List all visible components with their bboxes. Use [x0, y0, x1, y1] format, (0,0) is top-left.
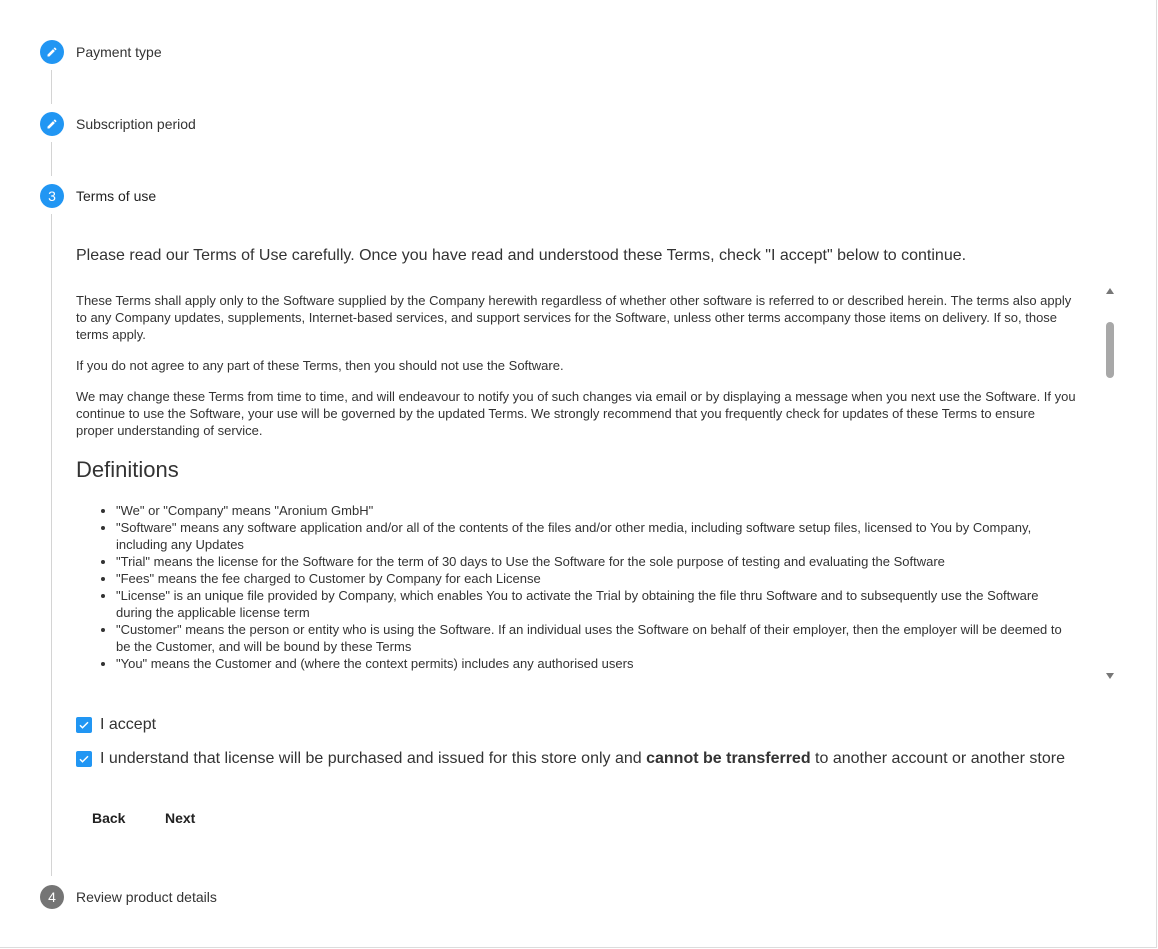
step-label: Terms of use	[76, 188, 157, 204]
step-label: Payment type	[76, 44, 162, 60]
checkmark-icon	[78, 719, 90, 731]
definitions-heading: Definitions	[76, 457, 179, 482]
list-item: • "Customer" means the person or entity who is using the Software. If an individual uses the Software on behalf of their employer, then the employer will be deemed to be the Customer, and will be bound by these Terms	[116, 621, 1076, 655]
terms-content	[76, 292, 1076, 672]
terms-scroll-area[interactable]	[76, 284, 1116, 682]
step-review-product-details	[40, 885, 217, 909]
terms-intro: Please read our Terms of Use carefully. Once you have read and understood these Terms, check "I accept" below to continue.	[76, 247, 967, 264]
step-label: Review product details	[76, 889, 217, 905]
list-item: • "You" means the Customer and (where the context permits) includes any authorised users	[116, 655, 1076, 672]
step-connector	[51, 70, 52, 104]
step-number: 4	[40, 885, 64, 909]
list-item: • "Software" means any software application and/or all of the contents of the files and/or other media, including software setup files, licensed to You by Company, including any Updates	[116, 519, 1076, 553]
list-item: • "Trial" means the license for the Software for the term of 30 days to Use the Software for the sole purpose of testing and evaluating the Software	[116, 553, 1076, 570]
terms-paragraph: These Terms shall apply only to the Software supplied by the Company herewith regardless of whether other software is referred to or described herein. The terms also apply to any Company updates, supplements, Internet-based services, and support services for the Software, unless other terms accompany those items on delivery. If so, those terms apply.	[76, 293, 1072, 342]
step-terms-of-use	[40, 184, 156, 208]
understand-label-bold: cannot be transferred	[646, 750, 811, 767]
pencil-icon	[40, 112, 64, 136]
accept-checkbox-row[interactable]	[76, 716, 156, 734]
scrollbar-thumb[interactable]	[1106, 322, 1114, 378]
accept-checkbox[interactable]	[76, 717, 92, 733]
list-item: • "We" or "Company" means "Aronium GmbH"	[116, 502, 1076, 519]
step-connector	[51, 142, 52, 176]
list-item: • "License" is an unique file provided by Company, which enables You to activate the Trial by obtaining the file thru Software and to subsequently use the Software during the applicable license term	[116, 587, 1076, 621]
understand-label-suffix: to another account or another store	[810, 750, 1065, 767]
step-connector	[51, 214, 52, 876]
understand-label	[100, 750, 1065, 768]
scroll-up-arrow-icon[interactable]	[1106, 288, 1114, 294]
step-number: 3	[40, 184, 64, 208]
back-button[interactable]: Back	[92, 805, 125, 831]
pencil-icon	[40, 40, 64, 64]
step-subscription-period[interactable]	[40, 112, 196, 136]
definitions-list	[76, 502, 1076, 672]
understand-checkbox-row[interactable]	[76, 750, 1065, 768]
next-button[interactable]: Next	[165, 805, 195, 831]
list-item: • "Fees" means the fee charged to Customer by Company for each License	[116, 570, 1076, 587]
scroll-down-arrow-icon[interactable]	[1106, 673, 1114, 679]
understand-checkbox[interactable]	[76, 751, 92, 767]
terms-paragraph: If you do not agree to any part of these Terms, then you should not use the Software.	[76, 358, 564, 373]
step-payment-type[interactable]	[40, 40, 162, 64]
step-label: Subscription period	[76, 116, 196, 132]
understand-label-prefix: I understand that license will be purchased and issued for this store only and	[100, 750, 647, 767]
checkmark-icon	[78, 753, 90, 765]
accept-label: I accept	[100, 716, 157, 733]
terms-paragraph: We may change these Terms from time to time, and will endeavour to notify you of such changes via email or by displaying a message when you next use the Software. If you continue to use the Software, your use will be governed by the updated Terms. We strongly recommend that you frequently check for updates of these Terms to ensure proper understanding of service.	[76, 389, 1076, 438]
